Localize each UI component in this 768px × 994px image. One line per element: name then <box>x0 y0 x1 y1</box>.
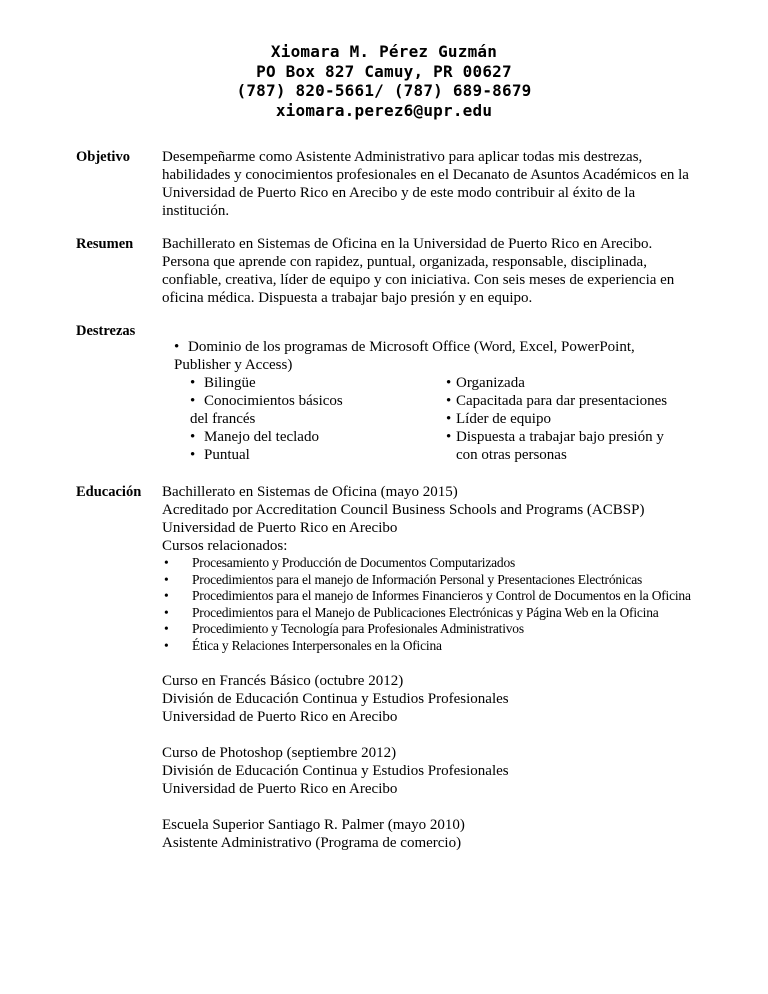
skill-item: • Manejo del teclado <box>190 429 319 445</box>
bullet-icon: • <box>446 393 452 409</box>
bullet-icon: • <box>190 375 196 391</box>
degree-line: Acreditado por Accreditation Council Business Schools and Programs (ACBSP) <box>162 502 645 518</box>
objective-line: habilidades y conocimientos profesionales en el Decanato de Asuntos Académicos en la <box>162 167 689 183</box>
degree-line: Bachillerato en Sistemas de Oficina (mayo 2015) <box>162 484 458 500</box>
skill-item: • Conocimientos básicos del francés <box>190 393 343 427</box>
summary-line: Bachillerato en Sistemas de Oficina en la Universidad de Puerto Rico en Arecibo. <box>162 236 653 252</box>
degree-line: Cursos relacionados: <box>162 538 288 554</box>
bullet-icon: • <box>164 621 169 636</box>
skill-office: • Dominio de los programas de Microsoft Office (Word, Excel, PowerPoint, Publisher y Access) <box>174 339 635 373</box>
high-school-block: Escuela Superior Santiago R. Palmer (mayo 2010) Asistente Administrativo (Programa de comercio) <box>162 817 465 851</box>
bullet-icon: • <box>190 429 196 445</box>
bullet-icon: • <box>190 393 196 409</box>
french-course-block: Curso en Francés Básico (octubre 2012) División de Educación Continua y Estudios Profesionales Universidad de Puerto Rico en Arecibo <box>162 673 509 725</box>
skills-label: Destrezas <box>76 323 136 339</box>
candidate-address: PO Box 827 Camuy, PR 00627 <box>256 61 512 81</box>
bullet-icon: • <box>174 339 180 355</box>
skill-item: • Organizada <box>446 375 525 391</box>
course-item: • Ética y Relaciones Interpersonales en la Oficina <box>164 637 442 653</box>
course-item: • Procesamiento y Producción de Documentos Computarizados <box>164 555 516 570</box>
skill-item: • Puntual <box>190 447 250 463</box>
candidate-name: Xiomara M. Pérez Guzmán <box>270 42 498 61</box>
photoshop-course-block: Curso de Photoshop (septiembre 2012) División de Educación Continua y Estudios Profesionales Universidad de Puerto Rico en Arecibo <box>162 745 509 797</box>
objective-line: Desempeñarme como Asistente Administrativo para aplicar todas mis destrezas, <box>162 149 643 165</box>
bullet-icon: • <box>164 604 169 620</box>
bullet-icon: • <box>190 447 196 463</box>
skills-grid <box>162 374 702 466</box>
resume-header <box>0 42 768 120</box>
summary-line: confiable, creativa, líder de equipo y con iniciativa. Con seis meses de experiencia en <box>162 272 675 288</box>
objective-text <box>162 148 702 220</box>
objective-line: Universidad de Puerto Rico en Arecibo y de este modo contribuir al éxito de la <box>162 185 636 201</box>
skill-item: • Líder de equipo <box>446 411 551 427</box>
skills-right-column <box>446 374 706 464</box>
skills-left-column <box>190 374 430 464</box>
course-item: • Procedimientos para el manejo de Informes Financieros y Control de Documentos en la Oficina <box>164 588 691 603</box>
course-item: • Procedimientos para el Manejo de Publicaciones Electrónicas y Página Web en la Oficina <box>164 604 659 620</box>
bullet-icon: • <box>164 555 169 570</box>
bullet-icon: • <box>446 375 452 391</box>
education-label: Educación <box>76 484 142 500</box>
skill-item: • Capacitada para dar presentaciones <box>446 393 668 409</box>
summary-line: oficina médica. Dispuesta a trabajar bajo presión y en equipo. <box>162 290 533 306</box>
skill-item: • Dispuesta a trabajar bajo presión y con otras personas <box>446 429 664 463</box>
skill-item: • Bilingüe <box>190 375 256 391</box>
candidate-phones: (787) 820-5661/ (787) 689-8679 <box>236 81 532 100</box>
objective-line: institución. <box>162 203 230 219</box>
bullet-icon: • <box>164 637 169 653</box>
degree-line: Universidad de Puerto Rico en Arecibo <box>162 520 398 536</box>
bullet-icon: • <box>446 429 452 445</box>
bullet-icon: • <box>164 588 169 603</box>
course-item: • Procedimiento y Tecnología para Profesionales Administrativos <box>164 621 524 636</box>
summary-line: Persona que aprende con rapidez, puntual, organizada, responsable, disciplinada, <box>162 254 647 270</box>
course-item: • Procedimientos para el manejo de Información Personal y Presentaciones Electrónicas <box>164 571 643 587</box>
candidate-email: xiomara.perez6@upr.edu <box>275 100 493 120</box>
summary-label: Resumen <box>76 236 134 252</box>
education-section <box>162 483 722 852</box>
summary-text <box>162 235 702 307</box>
bullet-icon: • <box>164 571 169 587</box>
objective-label: Objetivo <box>76 149 130 165</box>
skills-list <box>162 338 702 466</box>
bullet-icon: • <box>446 411 452 427</box>
course-list <box>164 555 722 654</box>
